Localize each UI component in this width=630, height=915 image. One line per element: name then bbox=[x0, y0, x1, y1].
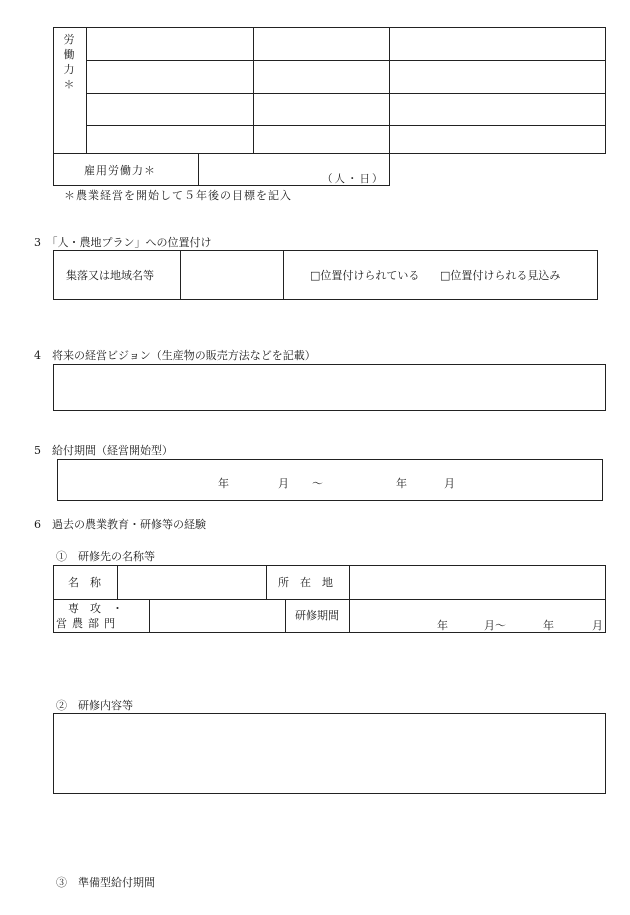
labor-cell[interactable] bbox=[254, 28, 388, 59]
location-label: 所 在 地 bbox=[278, 576, 333, 589]
training-row-divider bbox=[53, 599, 606, 600]
labor-cell[interactable] bbox=[390, 94, 605, 124]
training-period-end-year: 年 bbox=[543, 619, 554, 632]
training-period-start-year: 年 bbox=[437, 619, 448, 632]
training-content-textarea[interactable] bbox=[53, 713, 606, 794]
period-start-month: 月 bbox=[278, 477, 289, 490]
labor-label-char: ＊ bbox=[63, 78, 75, 91]
labor-label-char: 働 bbox=[63, 48, 75, 61]
hired-labor-label: 雇用労働力＊ bbox=[84, 164, 156, 177]
period-end-year: 年 bbox=[396, 477, 407, 490]
major-label-line1: 専 攻 ・ bbox=[68, 602, 123, 615]
hired-labor-unit: （人・日） bbox=[322, 173, 385, 185]
vision-textarea[interactable] bbox=[53, 364, 606, 411]
training-divider-location bbox=[266, 565, 267, 599]
labor-vertical-label bbox=[62, 32, 76, 92]
labor-note: ＊農業経営を開始して５年後の目標を記入 bbox=[64, 189, 292, 202]
section3-divider-2 bbox=[283, 250, 284, 300]
labor-cell[interactable] bbox=[254, 94, 388, 124]
labor-cell[interactable] bbox=[87, 126, 252, 153]
period-tilde: ～ bbox=[312, 477, 323, 490]
training-divider-period bbox=[285, 599, 286, 633]
labor-cell[interactable] bbox=[87, 28, 252, 59]
labor-cell[interactable] bbox=[254, 61, 388, 92]
labor-cell[interactable] bbox=[390, 126, 605, 153]
labor-cell[interactable] bbox=[87, 61, 252, 92]
labor-cell[interactable] bbox=[254, 126, 388, 153]
labor-cell[interactable] bbox=[87, 94, 252, 124]
training-period-start-month: 月～ bbox=[484, 619, 506, 632]
training-sub3-heading: ③ 準備型給付期間 bbox=[56, 876, 155, 889]
section5-heading: 5 給付期間（経営開始型） bbox=[34, 444, 173, 457]
training-major-input[interactable] bbox=[150, 600, 284, 632]
payment-period-box bbox=[57, 459, 603, 501]
training-sub2-heading: ② 研修内容等 bbox=[56, 699, 133, 712]
checkbox-option-positioned[interactable]: □位置付けられている bbox=[310, 269, 420, 282]
training-period-end-month: 月 bbox=[592, 619, 603, 632]
checkbox-option-expected[interactable]: □位置付けられる見込み bbox=[440, 269, 561, 282]
section6-heading: 6 過去の農業教育・研修等の経験 bbox=[34, 518, 206, 531]
section4-heading: 4 将来の経営ビジョン（生産物の販売方法などを記載） bbox=[34, 349, 316, 362]
section3-heading: 3 「人・農地プラン」への位置付け bbox=[34, 236, 212, 249]
period-start-year: 年 bbox=[218, 477, 229, 490]
name-label: 名 称 bbox=[68, 576, 101, 589]
training-name-input[interactable] bbox=[118, 566, 265, 598]
training-sub1-heading: ① 研修先の名称等 bbox=[56, 550, 155, 563]
labor-cell[interactable] bbox=[390, 61, 605, 92]
training-location-input[interactable] bbox=[350, 566, 605, 598]
labor-cell[interactable] bbox=[390, 28, 605, 59]
training-period-label: 研修期間 bbox=[295, 609, 339, 622]
area-name-input[interactable] bbox=[181, 251, 282, 299]
area-label: 集落又は地域名等 bbox=[66, 269, 154, 282]
labor-label-char: 労 bbox=[63, 33, 75, 46]
period-end-month: 月 bbox=[444, 477, 455, 490]
major-label-line2: 営農部門 bbox=[56, 617, 120, 630]
labor-label-char: 力 bbox=[63, 63, 75, 76]
